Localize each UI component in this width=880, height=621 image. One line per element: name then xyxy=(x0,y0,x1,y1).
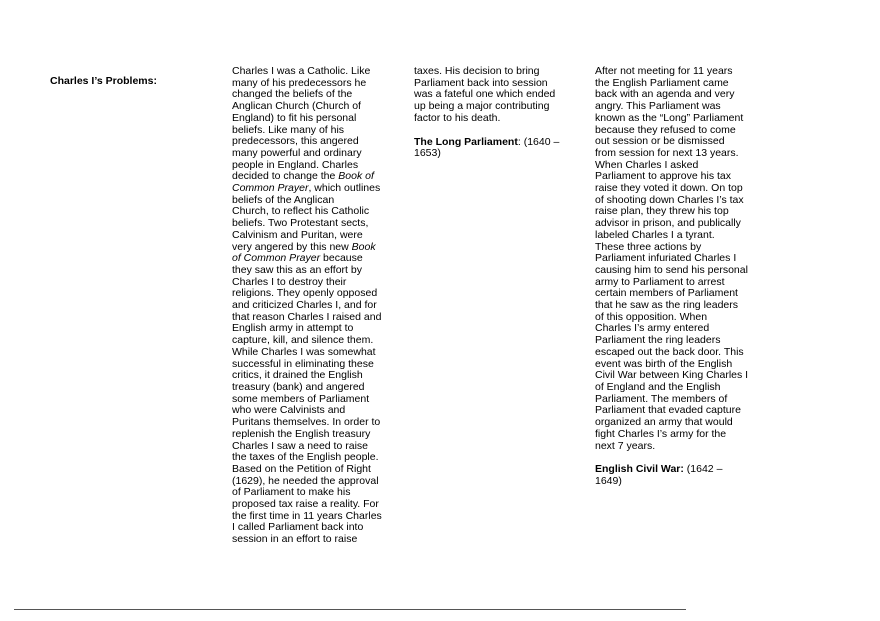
text-line: back with an agenda and very xyxy=(595,88,735,101)
text-line: religions. They openly opposed xyxy=(232,287,378,300)
text-line: that he saw as the ring leaders xyxy=(595,299,739,312)
text-line: the first time in 11 years Charles xyxy=(232,509,382,522)
italic-title: Book of xyxy=(338,170,374,183)
column-2 xyxy=(414,66,564,160)
text-line: Based on the Petition of Right xyxy=(232,462,371,475)
text-line: Charles I saw a need to raise xyxy=(232,439,368,452)
text-line: many powerful and ordinary xyxy=(232,146,362,159)
text-line: raise they voted it down. On top xyxy=(595,182,743,195)
text-line: Civil War between King Charles I xyxy=(595,369,749,382)
text-line: that reason Charles I raised and xyxy=(232,310,382,323)
text-line: treasury (bank) and angered xyxy=(232,380,365,393)
text-line: successful in eliminating these xyxy=(232,357,374,370)
text-line: organized an army that would xyxy=(595,416,733,429)
column-1 xyxy=(232,66,382,546)
text-line: factor to his death. xyxy=(414,111,501,124)
text-line: Parliament infuriated Charles I xyxy=(595,252,737,265)
text-line: up being a major contributing xyxy=(414,100,550,113)
text-line: Charles I’s army entered xyxy=(595,322,710,335)
text-line: they saw this as an effort by xyxy=(232,263,362,276)
text-line: labeled Charles I a tyrant. xyxy=(595,228,715,241)
text-line: I called Parliament back into xyxy=(232,521,364,534)
text-line: causing him to send his personal xyxy=(595,263,748,276)
text-line: These three actions by xyxy=(595,240,702,253)
text-line: certain members of Parliament xyxy=(595,287,738,300)
text-line: of Parliament to make his xyxy=(232,486,351,499)
text-line: critics, it drained the English xyxy=(232,369,363,382)
text-line: replenish the English treasury xyxy=(232,427,371,440)
text-line: Church, to reflect his Catholic xyxy=(232,205,370,218)
text-line: England) to fit his personal xyxy=(232,111,357,124)
text-line: Charles I was a Catholic. Like xyxy=(232,65,371,77)
text-line: English army in attempt to xyxy=(232,322,354,335)
text-line: many of his predecessors he xyxy=(232,76,367,89)
text-line: Puritans themselves. In order to xyxy=(232,416,381,429)
text-line: raise plan, they threw his top xyxy=(595,205,729,218)
text-line: angry. This Parliament was xyxy=(595,100,721,113)
text-run: because xyxy=(320,252,363,265)
subsection-title-dates: (1642 – xyxy=(683,463,723,476)
text-run: very angered by this new xyxy=(232,240,352,253)
text-line: beliefs of the Anglican xyxy=(232,193,335,206)
text-line: of England and the English xyxy=(595,380,721,393)
footer-rule xyxy=(14,609,686,610)
text-line: Parliament back into session xyxy=(414,76,548,89)
text-line: the English Parliament came xyxy=(595,76,729,89)
text-line: the taxes of the English people. xyxy=(232,451,379,464)
text-line: proposed tax raise a reality. For xyxy=(232,498,379,511)
italic-title: Common Prayer xyxy=(232,182,309,195)
text-line: from session for next 13 years. xyxy=(595,146,739,159)
subsection-title-years: 1649) xyxy=(595,474,622,487)
text-line: Parliament to approve his tax xyxy=(595,170,731,183)
text-line: some members of Parliament xyxy=(232,392,370,405)
italic-title: Book xyxy=(351,240,376,253)
text-line: fight Charles I’s army for the xyxy=(595,427,727,440)
text-run: , which outlines xyxy=(308,182,381,195)
text-line: session in an effort to raise xyxy=(232,533,358,546)
text-line: When Charles I asked xyxy=(595,158,699,171)
text-line: next 7 years. xyxy=(595,439,656,452)
text-line: beliefs. Like many of his xyxy=(232,123,345,136)
text-line: taxes. His decision to bring xyxy=(414,65,540,77)
text-line: was a fateful one which ended xyxy=(414,88,556,101)
text-line: While Charles I was somewhat xyxy=(232,345,376,358)
subsection-title-bold: English Civil War: xyxy=(595,463,684,476)
text-line: people in England. Charles xyxy=(232,158,359,171)
text-line: After not meeting for 11 years xyxy=(595,65,733,77)
text-line: Parliament. The members of xyxy=(595,392,728,405)
text-line: advisor in prison, and publically xyxy=(595,217,741,230)
italic-title: of Common Prayer xyxy=(232,252,321,265)
text-line: army to Parliament to arrest xyxy=(595,275,725,288)
column-3 xyxy=(595,65,749,488)
subsection-title-years: 1653) xyxy=(414,147,441,160)
section-heading: Charles I’s Problems: xyxy=(50,75,157,87)
text-line: beliefs. Two Protestant sects, xyxy=(232,217,369,230)
text-run: decided to change the xyxy=(232,170,339,183)
text-line: known as the “Long” Parliament xyxy=(595,111,744,124)
text-line: changed the beliefs of the xyxy=(232,88,353,101)
text-line: Anglican Church (Church of xyxy=(232,100,361,113)
text-line: Charles I to destroy their xyxy=(232,275,347,288)
text-line: Parliament the ring leaders xyxy=(595,334,721,347)
text-line: and criticized Charles I, and for xyxy=(232,299,377,312)
text-line: (1629), he needed the approval xyxy=(232,474,379,487)
text-line: out session or be dismissed xyxy=(595,135,725,148)
text-line: of shooting down Charles I’s tax xyxy=(595,193,744,206)
text-line: capture, kill, and silence them. xyxy=(232,334,374,347)
text-line: predecessors, this angered xyxy=(232,135,359,148)
text-line: event was birth of the English xyxy=(595,357,733,370)
text-line: because they refused to come xyxy=(595,123,736,136)
text-line: of this opposition. When xyxy=(595,310,708,323)
text-line: Calvinism and Puritan, were xyxy=(232,228,363,241)
text-line: escaped out the back door. This xyxy=(595,345,744,358)
subsection-title-bold: The Long Parliament xyxy=(414,135,518,148)
text-line: who were Calvinists and xyxy=(232,404,346,417)
text-line: Parliament that evaded capture xyxy=(595,404,741,417)
text-line xyxy=(232,183,382,195)
subsection-title-dates: : (1640 – xyxy=(517,135,560,148)
